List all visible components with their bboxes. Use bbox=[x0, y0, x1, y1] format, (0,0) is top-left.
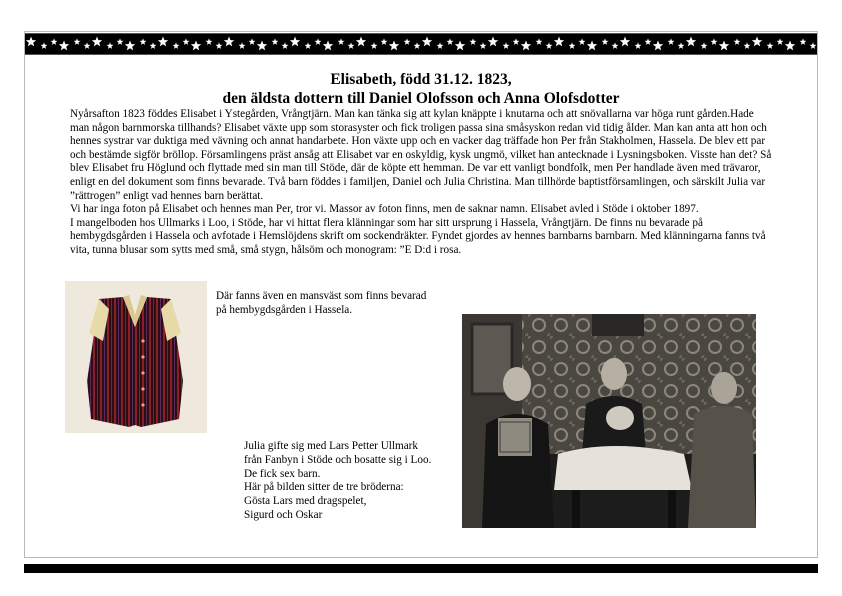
star-icon bbox=[305, 42, 312, 49]
star-icon bbox=[645, 38, 652, 45]
star-icon bbox=[777, 38, 784, 45]
star-icon bbox=[711, 38, 718, 45]
star-icon bbox=[734, 38, 741, 45]
star-icon bbox=[455, 41, 465, 51]
star-icon bbox=[191, 41, 201, 51]
star-icon bbox=[767, 42, 774, 49]
star-icon bbox=[51, 38, 58, 45]
vest-caption-line: på hembygdsgården i Hassela. bbox=[216, 303, 353, 316]
star-icon bbox=[41, 42, 48, 49]
star-border bbox=[25, 33, 817, 55]
star-icon bbox=[371, 42, 378, 49]
paragraph-3: I mangelboden hos Ullmarks i Loo, i Stöde, har vi hittat flera klänningar som har sitt ursprung i Hassela, Vrångtjärn. De finns nu bevarade på hembygdsgården i Hassela och avfotade i Hemslöjdens skrift om sockendräkter. Fyndet gjordes av hennes barnbarns barnbarn. Med klänningarna fanns två vita, tunna blusar som sytts med små, små stygn, hålsöm och monogram: ”E D:d i rosa. bbox=[70, 216, 766, 256]
page-title bbox=[25, 70, 817, 108]
star-icon bbox=[290, 37, 300, 47]
star-icon bbox=[569, 42, 576, 49]
star-icon bbox=[239, 42, 246, 49]
vest-caption bbox=[216, 290, 426, 318]
paragraph-2: Vi har inga foton på Elisabet och hennes man Per, tror vi. Massor av foton finns, men de saknar namn. Elisabet avled i Stöde i oktober 1897. bbox=[70, 203, 699, 216]
star-icon bbox=[272, 38, 279, 45]
star-icon bbox=[59, 41, 69, 51]
star-icon bbox=[216, 42, 223, 49]
star-icon bbox=[470, 38, 477, 45]
star-icon bbox=[206, 38, 213, 45]
star-icon bbox=[635, 42, 642, 49]
star-icon bbox=[422, 37, 432, 47]
star-icon bbox=[752, 37, 762, 47]
julia-caption-line: Gösta Lars med dragspelet, bbox=[244, 495, 367, 508]
bottom-border bbox=[24, 564, 818, 573]
star-icon bbox=[107, 42, 114, 49]
star-icon bbox=[719, 41, 729, 51]
star-icon bbox=[414, 42, 421, 49]
body-text bbox=[70, 108, 775, 258]
star-icon bbox=[678, 42, 685, 49]
paragraph-1: Nyårsafton 1823 föddes Elisabet i Ystegården, Vrångtjärn. Man kan tänka sig att kylan knäppte i knutarna och att snövallarna var höga runt gården.Hade man någon barnmorska tillhands? Elisabet växte upp som storasyster och fick troligen passa sina småsyskon redan vid tidig ålder. Man kan anta att hon och hennes systrar var duktiga med vävning och annat handarbete. Hon växte upp och en vacker dag träffade hon Per från Stakholmen, Hassela. De blev ett par och bestämde sigför bröllop. Församlingens präst ansåg att Elisabet var en oskyldig, kysk ungmö, vilket han antecknade i Lysningsboken. Visste han det? Så blev Elisabet fru Höglund och flyttade med sin man till Stöde, där de köpte ett hemman. De var ett vanligt bondfolk, men Per handlade även med trävaror, enligt en del dokument som finns bevarade. Två barn föddes i familjen, Daniel och Julia Christina. Man tillhörde baptistförsamlingen, och särskilt Julia var ”rättrogen” enligt vad hennes barn berättat. bbox=[70, 108, 772, 202]
star-icon bbox=[158, 37, 168, 47]
julia-caption bbox=[244, 440, 431, 523]
star-icon bbox=[257, 41, 267, 51]
star-icon bbox=[356, 37, 366, 47]
star-icon bbox=[579, 38, 586, 45]
star-icon bbox=[686, 37, 696, 47]
title-line-1: Elisabeth, född 31.12. 1823, bbox=[330, 71, 512, 88]
star-icon bbox=[117, 38, 124, 45]
star-icon bbox=[183, 38, 190, 45]
star-icon bbox=[224, 37, 234, 47]
star-icon bbox=[546, 42, 553, 49]
star-icon bbox=[315, 38, 322, 45]
star-icon bbox=[84, 42, 91, 49]
title-line-2: den äldsta dottern till Daniel Olofsson och Anna Olofsdotter bbox=[222, 90, 620, 107]
julia-caption-line: från Fanbyn i Stöde och bosatte sig i Loo. bbox=[244, 453, 432, 466]
star-icon bbox=[437, 42, 444, 49]
star-icon bbox=[488, 37, 498, 47]
star-icon bbox=[447, 38, 454, 45]
star-icon bbox=[249, 38, 256, 45]
star-icon bbox=[602, 38, 609, 45]
julia-caption-line: Sigurd och Oskar bbox=[244, 508, 323, 521]
star-icon bbox=[503, 42, 510, 49]
star-icon bbox=[282, 42, 289, 49]
star-icon bbox=[744, 42, 751, 49]
star-icon bbox=[150, 42, 157, 49]
julia-caption-line: Här på bilden sitter de tre bröderna: bbox=[244, 481, 404, 494]
star-icon bbox=[140, 38, 147, 45]
star-icon bbox=[536, 38, 543, 45]
star-icon bbox=[74, 38, 81, 45]
star-icon bbox=[513, 38, 520, 45]
star-icon bbox=[554, 37, 564, 47]
star-icon bbox=[338, 38, 345, 45]
star-icon bbox=[653, 41, 663, 51]
star-icon bbox=[323, 41, 333, 51]
star-icon bbox=[701, 42, 708, 49]
star-icon bbox=[125, 41, 135, 51]
star-icon bbox=[404, 38, 411, 45]
star-icon bbox=[620, 37, 630, 47]
star-icon bbox=[173, 42, 180, 49]
star-icon bbox=[26, 37, 36, 47]
julia-caption-line: De fick sex barn. bbox=[244, 467, 321, 480]
star-icon bbox=[521, 41, 531, 51]
star-icon bbox=[587, 41, 597, 51]
star-icon bbox=[348, 42, 355, 49]
julia-caption-line: Julia gifte sig med Lars Petter Ullmark bbox=[244, 440, 418, 452]
star-icon bbox=[381, 38, 388, 45]
star-icon bbox=[612, 42, 619, 49]
vest-caption-line: Där fanns även en mansväst som finns bevarad bbox=[216, 290, 427, 302]
family-photo bbox=[462, 314, 756, 528]
star-icon bbox=[92, 37, 102, 47]
star-icon bbox=[480, 42, 487, 49]
star-icon bbox=[800, 38, 807, 45]
star-icon bbox=[668, 38, 675, 45]
star-icon bbox=[389, 41, 399, 51]
star-icon bbox=[810, 42, 817, 49]
star-icon bbox=[785, 41, 795, 51]
vest-photo bbox=[65, 281, 207, 433]
